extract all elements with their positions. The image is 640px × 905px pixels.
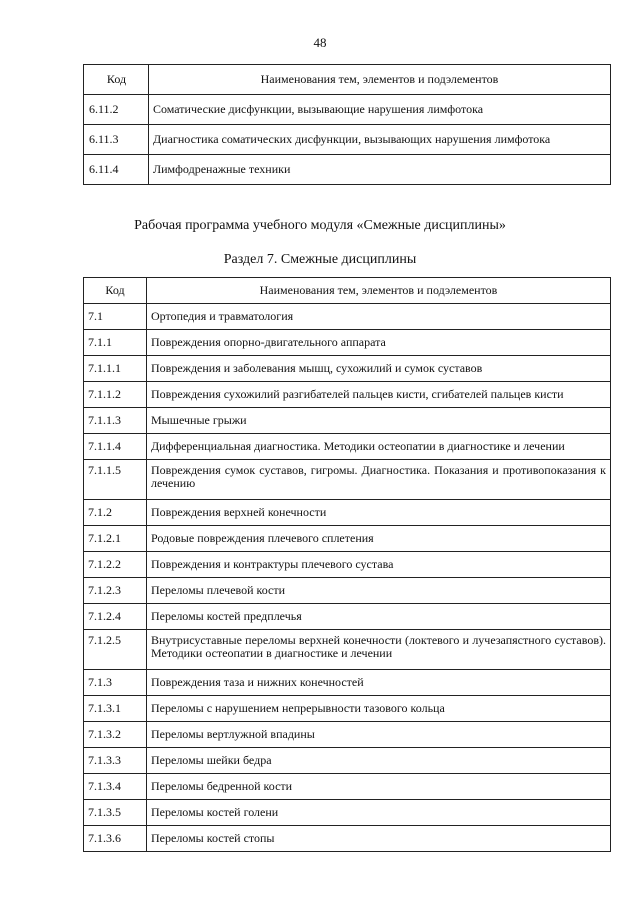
row-code: 7.1.1.1 xyxy=(84,356,147,382)
table-row xyxy=(84,604,611,630)
table-row xyxy=(84,408,611,434)
row-code: 7.1.1.3 xyxy=(84,408,147,434)
row-code: 7.1.2.1 xyxy=(84,526,147,552)
table-row xyxy=(84,460,611,500)
row-code: 6.11.3 xyxy=(84,125,149,155)
table-row xyxy=(84,155,611,185)
row-code: 6.11.4 xyxy=(84,155,149,185)
row-name: Переломы бедренной кости xyxy=(147,774,611,800)
row-name: Ортопедия и травматология xyxy=(147,304,611,330)
row-code: 7.1.1 xyxy=(84,330,147,356)
row-name: Внутрисуставные переломы верхней конечности (локтевого и лучезапястного суставов). Методики остеопатии в диагностике и лечении xyxy=(147,630,611,670)
section-7-topics-table xyxy=(83,277,611,852)
row-name: Повреждения таза и нижних конечностей xyxy=(147,670,611,696)
row-code: 7.1.3.2 xyxy=(84,722,147,748)
row-code: 7.1.2 xyxy=(84,500,147,526)
topics-table-continued xyxy=(83,64,611,185)
table-row xyxy=(84,774,611,800)
row-name: Повреждения опорно-двигательного аппарата xyxy=(147,330,611,356)
table-row xyxy=(84,125,611,155)
row-name: Лимфодренажные техники xyxy=(149,155,611,185)
row-code: 7.1.3.4 xyxy=(84,774,147,800)
row-name: Переломы шейки бедра xyxy=(147,748,611,774)
table-row xyxy=(84,552,611,578)
table-row xyxy=(84,696,611,722)
row-name: Соматические дисфункции, вызывающие нарушения лимфотока xyxy=(149,95,611,125)
row-code: 7.1.3 xyxy=(84,670,147,696)
row-name: Повреждения сумок суставов, гигромы. Диагностика. Показания и противопоказания к лечению xyxy=(147,460,611,500)
table-row xyxy=(84,356,611,382)
row-code: 7.1.2.3 xyxy=(84,578,147,604)
table-row xyxy=(84,722,611,748)
row-code: 7.1.2.4 xyxy=(84,604,147,630)
table-row xyxy=(84,382,611,408)
header-name: Наименования тем, элементов и подэлементов xyxy=(149,65,611,95)
table-row xyxy=(84,578,611,604)
table-header-row xyxy=(84,65,611,95)
table-header-row xyxy=(84,278,611,304)
table-row xyxy=(84,630,611,670)
row-code: 7.1 xyxy=(84,304,147,330)
table-row xyxy=(84,330,611,356)
row-code: 7.1.1.4 xyxy=(84,434,147,460)
table-row xyxy=(84,748,611,774)
table-row xyxy=(84,500,611,526)
row-name: Переломы костей предплечья xyxy=(147,604,611,630)
row-name: Переломы с нарушением непрерывности тазового кольца xyxy=(147,696,611,722)
row-name: Повреждения сухожилий разгибателей пальцев кисти, сгибателей пальцев кисти xyxy=(147,382,611,408)
row-name: Повреждения и заболевания мышц, сухожилий и сумок суставов xyxy=(147,356,611,382)
row-name: Повреждения верхней конечности xyxy=(147,500,611,526)
row-name: Диагностика соматических дисфункции, вызывающих нарушения лимфотока xyxy=(149,125,611,155)
row-code: 7.1.3.6 xyxy=(84,826,147,852)
row-name: Повреждения и контрактуры плечевого сустава xyxy=(147,552,611,578)
row-name: Дифференциальная диагностика. Методики остеопатии в диагностике и лечении xyxy=(147,434,611,460)
row-name: Родовые повреждения плечевого сплетения xyxy=(147,526,611,552)
row-code: 7.1.2.2 xyxy=(84,552,147,578)
table-row xyxy=(84,800,611,826)
row-code: 7.1.2.5 xyxy=(84,630,147,670)
row-code: 7.1.1.2 xyxy=(84,382,147,408)
section-title: Раздел 7. Смежные дисциплины xyxy=(223,252,417,267)
row-name: Переломы плечевой кости xyxy=(147,578,611,604)
table-row xyxy=(84,95,611,125)
header-code: Код xyxy=(84,65,149,95)
row-code: 7.1.1.5 xyxy=(84,460,147,500)
table-row xyxy=(84,304,611,330)
header-code: Код xyxy=(84,278,147,304)
row-code: 7.1.3.5 xyxy=(84,800,147,826)
module-title: Рабочая программа учебного модуля «Смежные дисциплины» xyxy=(134,218,506,233)
row-name: Мышечные грыжи xyxy=(147,408,611,434)
table-row xyxy=(84,670,611,696)
row-code: 7.1.3.3 xyxy=(84,748,147,774)
table-row xyxy=(84,526,611,552)
row-code: 6.11.2 xyxy=(84,95,149,125)
row-code: 7.1.3.1 xyxy=(84,696,147,722)
row-name: Переломы вертлужной впадины xyxy=(147,722,611,748)
row-name: Переломы костей голени xyxy=(147,800,611,826)
page-number: 48 xyxy=(313,35,327,50)
table-row xyxy=(84,434,611,460)
table-row xyxy=(84,826,611,852)
row-name: Переломы костей стопы xyxy=(147,826,611,852)
header-name: Наименования тем, элементов и подэлементов xyxy=(147,278,611,304)
